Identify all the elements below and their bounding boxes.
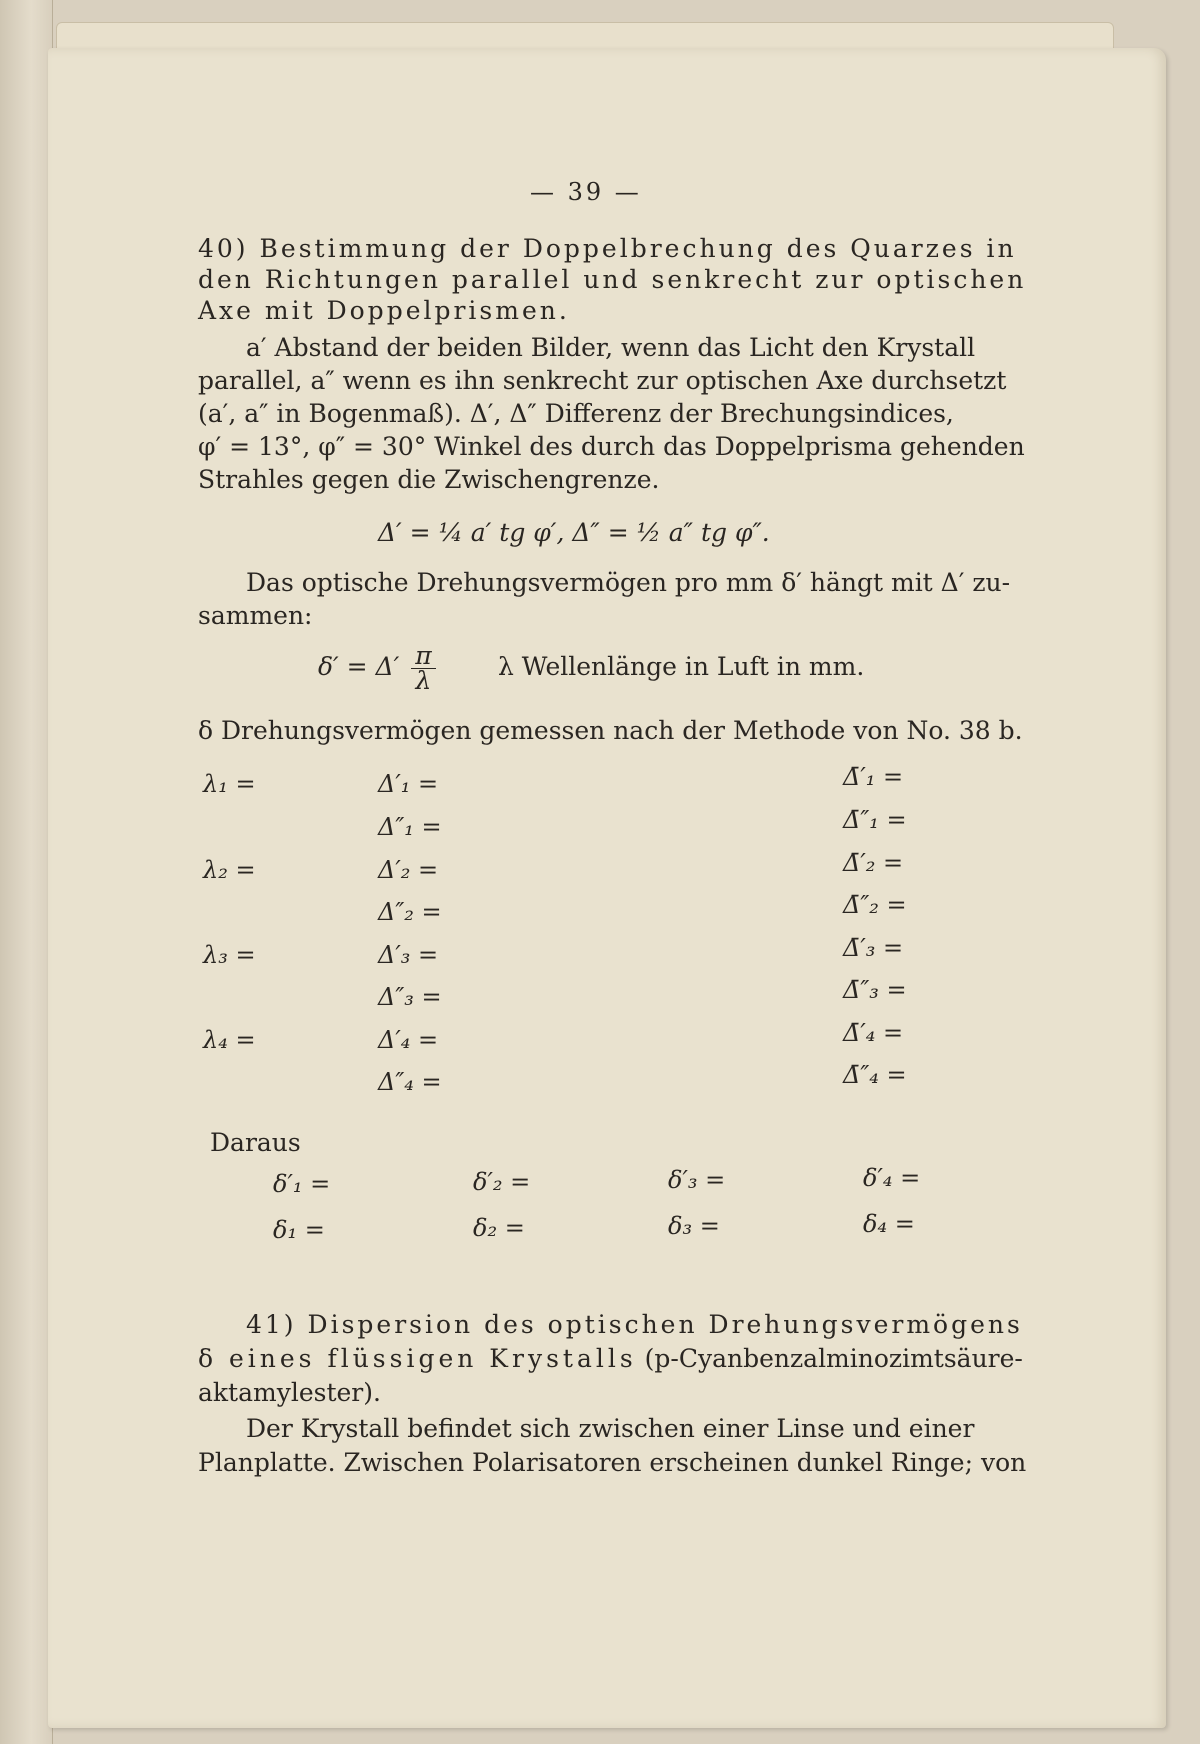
section-41-line5: Planplatte. Zwischen Polarisatoren erscheinen dunkel Ringe; von bbox=[198, 1448, 1027, 1477]
delta-bar-4-double: Δ̄″₄ = bbox=[843, 1061, 907, 1089]
s40-line1: a′ Abstand der beiden Bilder, wenn das Licht den Krystall bbox=[246, 333, 976, 362]
lambda-1: λ₁ = bbox=[203, 770, 256, 798]
delta-bar-4-prime: Δ̄′₄ = bbox=[843, 1019, 904, 1047]
s40-text3: δ Drehungsvermögen gemessen nach der Methode von No. 38 b. bbox=[198, 716, 1023, 745]
fraction-pi-lambda bbox=[411, 641, 435, 695]
formula-delta: Δ′ = ¼ a′ tg φ′, Δ″ = ½ a″ tg φ″. bbox=[378, 518, 770, 547]
delta-bar-3-prime: Δ̄′₃ = bbox=[843, 934, 904, 962]
fraction-numerator: π bbox=[411, 644, 435, 669]
delta-3-double: Δ″₃ = bbox=[378, 983, 442, 1011]
book-page bbox=[48, 48, 1166, 1728]
delta-1-double: Δ″₁ = bbox=[378, 813, 442, 841]
section-41-line4: Der Krystall befindet sich zwischen einer Linse und einer bbox=[246, 1414, 975, 1443]
lambda-3: λ₃ = bbox=[203, 941, 256, 969]
daraus-label: Daraus bbox=[210, 1128, 301, 1157]
delta-bar-2-prime: Δ̄′₂ = bbox=[843, 849, 904, 877]
delta-3: δ₃ = bbox=[668, 1212, 720, 1240]
delta-1: δ₁ = bbox=[273, 1216, 325, 1244]
section-41-title-line2: δ eines flüssigen Krystalls bbox=[198, 1344, 637, 1373]
lambda-4: λ₄ = bbox=[203, 1026, 256, 1054]
section-41-line3: aktamylester). bbox=[198, 1378, 381, 1407]
delta-1-prime: Δ′₁ = bbox=[378, 770, 439, 798]
formula-rotation-left: δ′ = Δ′ bbox=[318, 652, 400, 681]
formula-rotation bbox=[318, 641, 440, 695]
section-41-line2 bbox=[198, 1344, 1023, 1373]
s40-text2a: Das optische Drehungsvermögen pro mm δ′ hängt mit Δ′ zu- bbox=[246, 568, 1011, 597]
book-binding bbox=[0, 0, 53, 1744]
delta-4-double: Δ″₄ = bbox=[378, 1068, 442, 1096]
delta-2-prime: Δ′₂ = bbox=[378, 856, 439, 884]
section-41-compound: (p-Cyanbenzalminozimtsäure- bbox=[644, 1344, 1023, 1373]
fraction-denominator: λ bbox=[415, 666, 432, 695]
delta-3-prime: Δ′₃ = bbox=[378, 941, 439, 969]
page-number: — 39 — bbox=[530, 178, 642, 206]
delta-bar-1-double: Δ̄″₁ = bbox=[843, 806, 907, 834]
delta-prime-3: δ′₃ = bbox=[668, 1166, 726, 1194]
s40-line2: parallel, a″ wenn es ihn senkrecht zur optischen Axe durchsetzt bbox=[198, 366, 1007, 395]
section-40-number: 40) bbox=[198, 234, 249, 263]
section-40-title: Bestimmung der Doppelbrechung des Quarzes in den Richtungen parallel und senkrecht zur optischen Axe mit Doppelprismen. bbox=[198, 234, 1027, 325]
section-40-heading bbox=[198, 233, 1048, 326]
delta-prime-4: δ′₄ = bbox=[863, 1164, 921, 1192]
section-41-heading bbox=[246, 1310, 1023, 1339]
delta-bar-3-double: Δ̄″₃ = bbox=[843, 976, 907, 1004]
s40-line5: Strahles gegen die Zwischengrenze. bbox=[198, 465, 660, 494]
delta-bar-2-double: Δ̄″₂ = bbox=[843, 891, 907, 919]
section-41-number: 41) bbox=[246, 1310, 297, 1339]
section-41-title-line1: Dispersion des optischen Drehungsvermögens bbox=[307, 1310, 1023, 1339]
delta-4: δ₄ = bbox=[863, 1210, 915, 1238]
delta-4-prime: Δ′₄ = bbox=[378, 1026, 439, 1054]
delta-2: δ₂ = bbox=[473, 1214, 525, 1242]
lambda-2: λ₂ = bbox=[203, 856, 256, 884]
delta-bar-1-prime: Δ̄′₁ = bbox=[843, 763, 904, 791]
s40-text2b: sammen: bbox=[198, 601, 313, 630]
delta-prime-2: δ′₂ = bbox=[473, 1168, 531, 1196]
delta-2-double: Δ″₂ = bbox=[378, 898, 442, 926]
delta-prime-1: δ′₁ = bbox=[273, 1170, 331, 1198]
s40-line4: φ′ = 13°, φ″ = 30° Winkel des durch das Doppelprisma gehenden bbox=[198, 432, 1025, 461]
formula-rotation-note: λ Wellenlänge in Luft in mm. bbox=[498, 652, 865, 681]
s40-line3: (a′, a″ in Bogenmaß). Δ′, Δ″ Differenz der Brechungsindices, bbox=[198, 399, 954, 428]
